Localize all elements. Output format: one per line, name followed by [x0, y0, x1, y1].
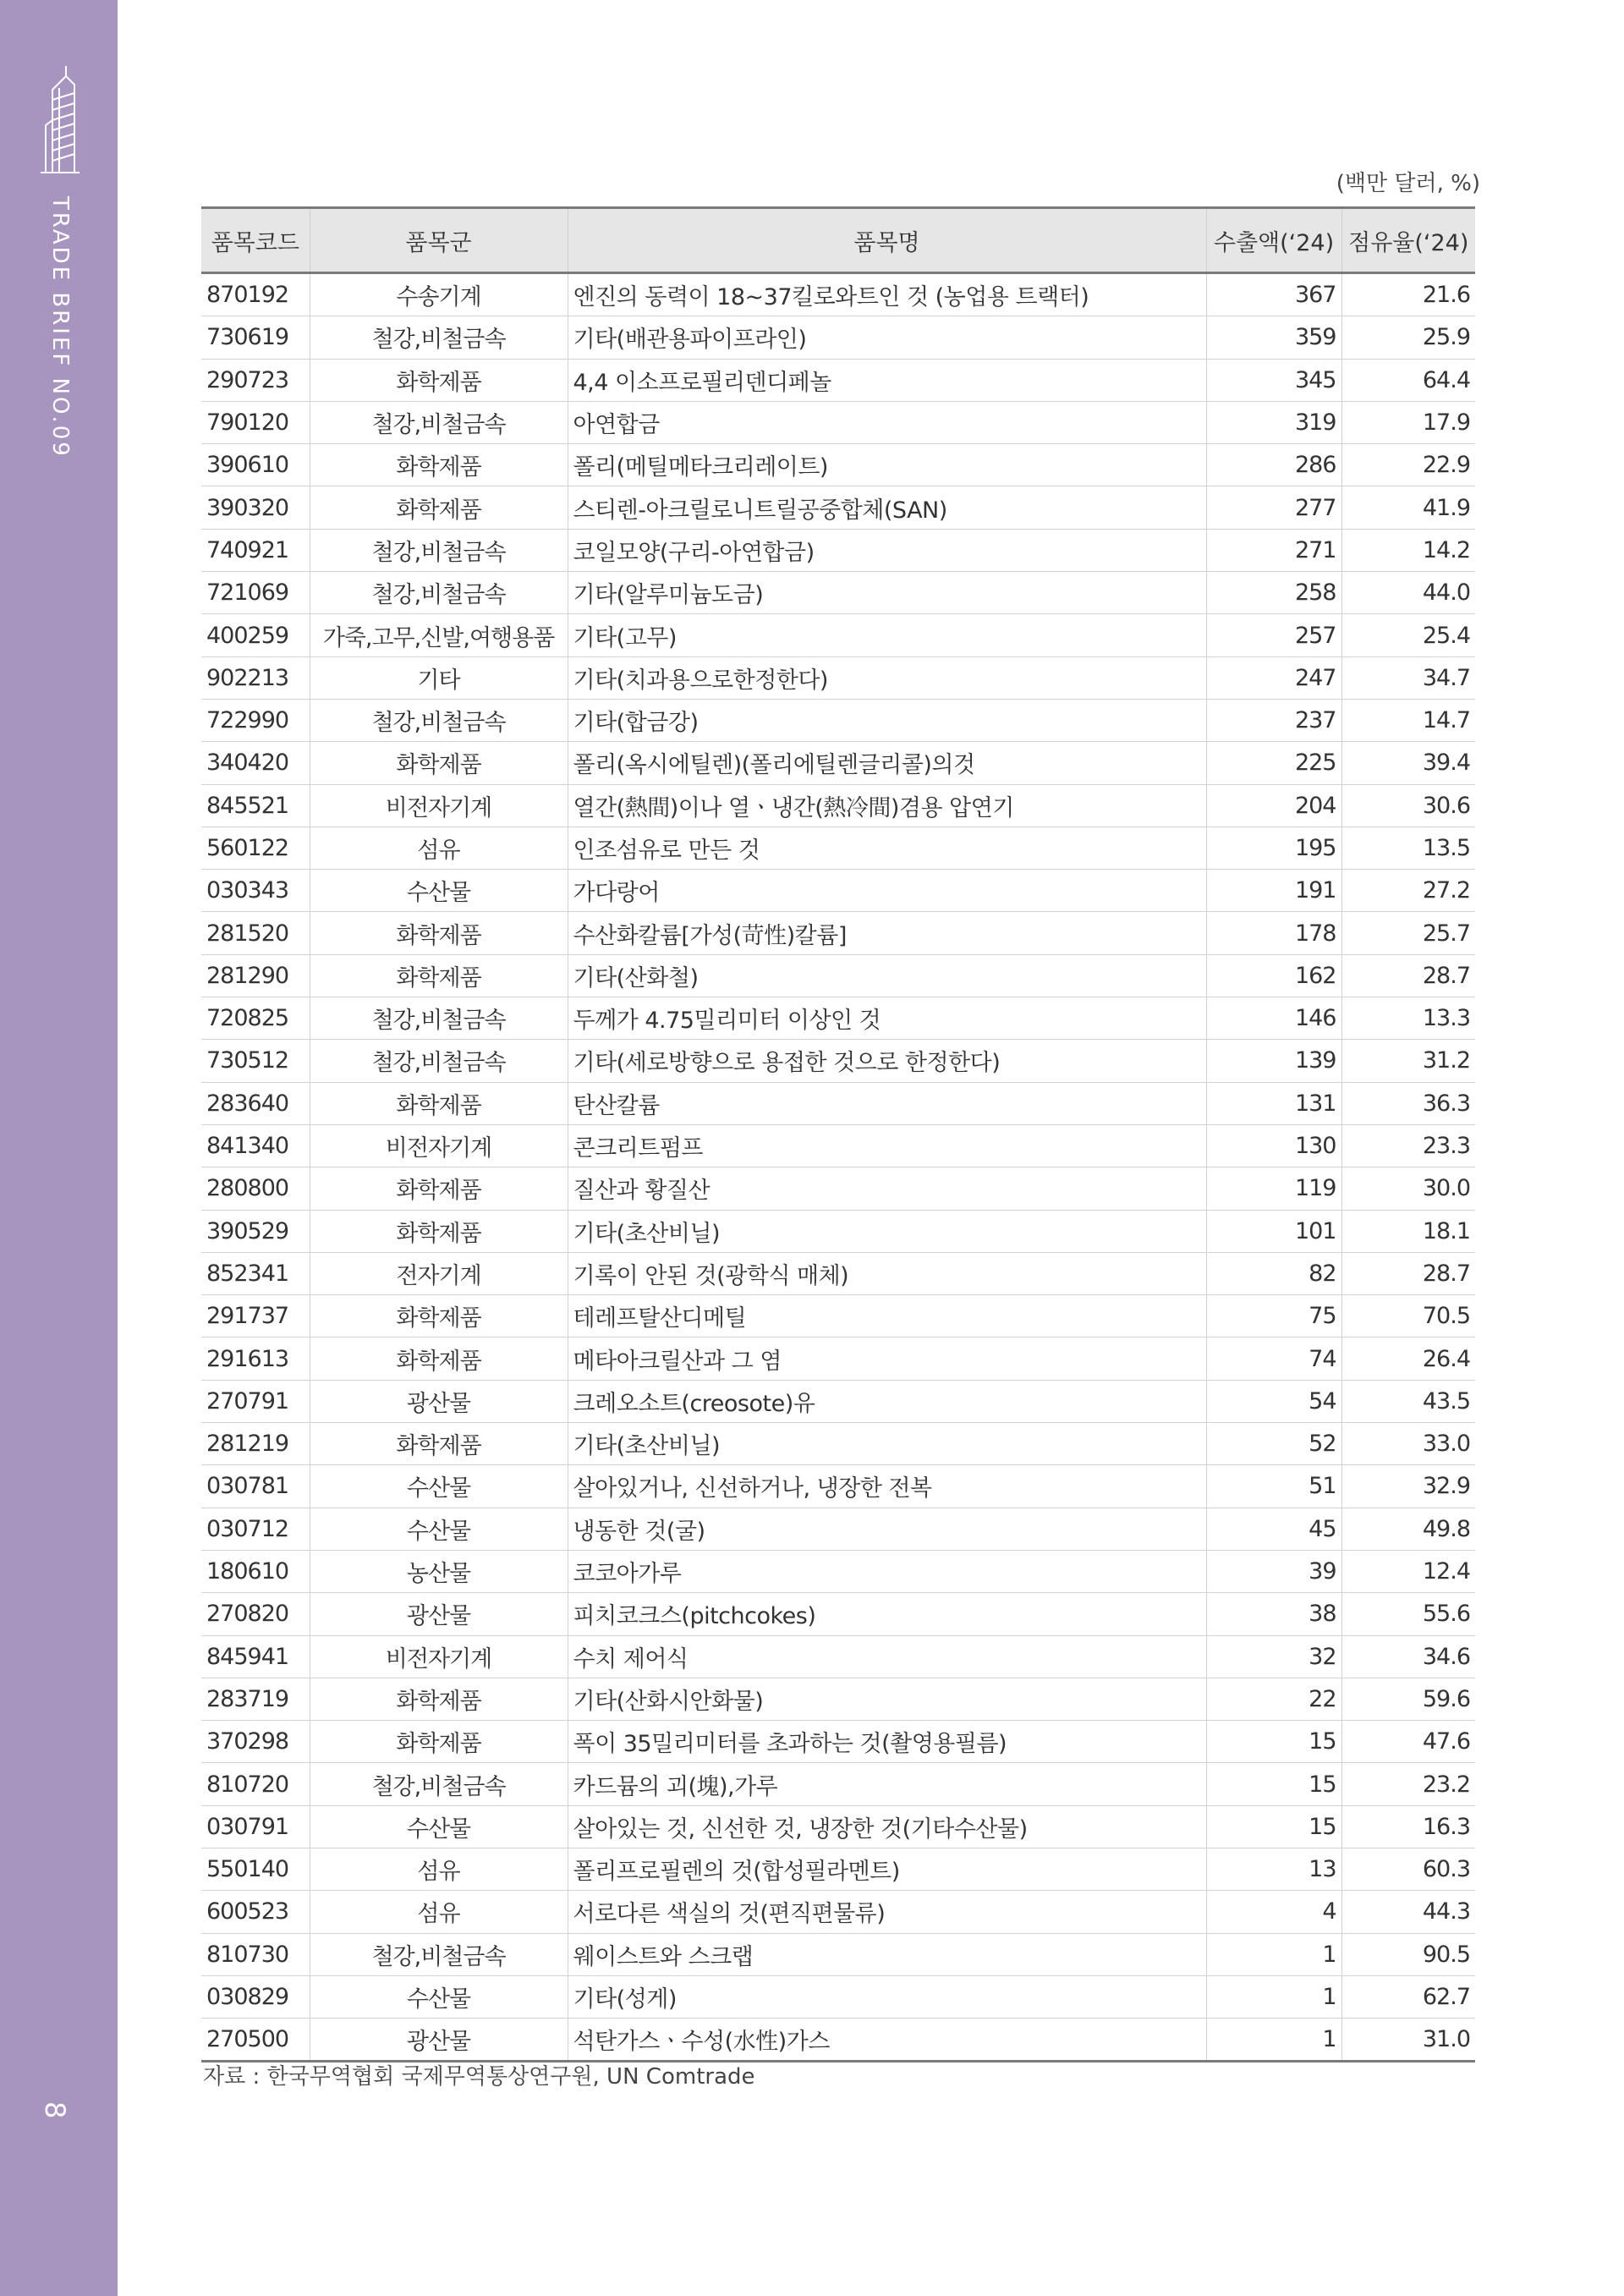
cell-export-amount: 32 [1206, 1635, 1341, 1678]
cell-item-code: 030791 [201, 1805, 310, 1848]
cell-item-name: 기타(알루미늄도금) [568, 572, 1206, 614]
table-row [201, 486, 1475, 529]
cell-share: 31.0 [1341, 2019, 1475, 2062]
cell-item-code: 730619 [201, 316, 310, 359]
cell-item-code: 340420 [201, 742, 310, 784]
cell-share: 12.4 [1341, 1550, 1475, 1592]
cell-share: 33.0 [1341, 1423, 1475, 1465]
cell-export-amount: 52 [1206, 1423, 1341, 1465]
header-item-name: 품목명 [568, 208, 1206, 273]
page-number: 8 [39, 2101, 71, 2119]
cell-export-amount: 15 [1206, 1763, 1341, 1805]
cell-share: 26.4 [1341, 1338, 1475, 1380]
cell-item-group: 화학제품 [310, 1295, 568, 1338]
cell-share: 22.9 [1341, 444, 1475, 486]
cell-item-group: 철강,비철금속 [310, 997, 568, 1040]
cell-export-amount: 146 [1206, 997, 1341, 1040]
cell-item-code: 283640 [201, 1082, 310, 1124]
cell-item-group: 화학제품 [310, 1167, 568, 1210]
cell-export-amount: 191 [1206, 870, 1341, 912]
cell-item-group: 비전자기계 [310, 784, 568, 827]
cell-export-amount: 271 [1206, 529, 1341, 571]
table-row [201, 1933, 1475, 1975]
cell-item-group: 수산물 [310, 1508, 568, 1550]
cell-item-group: 기타 [310, 656, 568, 699]
cell-export-amount: 258 [1206, 572, 1341, 614]
table-row [201, 572, 1475, 614]
cell-item-name: 폴리(옥시에틸렌)(폴리에틸렌글리콜)의것 [568, 742, 1206, 784]
cell-share: 49.8 [1341, 1508, 1475, 1550]
building-icon [41, 64, 80, 174]
cell-item-group: 철강,비철금속 [310, 572, 568, 614]
cell-item-group: 화학제품 [310, 1082, 568, 1124]
table-row [201, 2019, 1475, 2062]
sidebar [0, 0, 118, 2296]
cell-item-name: 아연합금 [568, 401, 1206, 443]
header-export-amount: 수출액(‘24) [1206, 208, 1341, 273]
cell-item-name: 엔진의 동력이 18~37킬로와트인 것 (농업용 트랙터) [568, 273, 1206, 316]
cell-item-group: 화학제품 [310, 1210, 568, 1252]
cell-item-code: 730512 [201, 1040, 310, 1082]
cell-share: 23.2 [1341, 1763, 1475, 1805]
cell-share: 43.5 [1341, 1380, 1475, 1422]
cell-item-group: 철강,비철금속 [310, 401, 568, 443]
cell-export-amount: 204 [1206, 784, 1341, 827]
export-items-table [201, 206, 1475, 2063]
cell-item-name: 기타(합금강) [568, 699, 1206, 741]
cell-item-group: 전자기계 [310, 1252, 568, 1294]
cell-export-amount: 4 [1206, 1891, 1341, 1933]
cell-item-group: 화학제품 [310, 1721, 568, 1763]
cell-share: 31.2 [1341, 1040, 1475, 1082]
cell-share: 21.6 [1341, 273, 1475, 316]
cell-share: 44.3 [1341, 1891, 1475, 1933]
table-row [201, 1252, 1475, 1294]
cell-share: 64.4 [1341, 359, 1475, 401]
table-row [201, 997, 1475, 1040]
cell-item-name: 질산과 황질산 [568, 1167, 1206, 1210]
cell-item-group: 화학제품 [310, 359, 568, 401]
cell-item-name: 수산화칼륨[가성(苛性)칼륨] [568, 912, 1206, 954]
cell-share: 25.4 [1341, 614, 1475, 656]
table-row [201, 784, 1475, 827]
cell-share: 39.4 [1341, 742, 1475, 784]
cell-item-group: 섬유 [310, 1891, 568, 1933]
cell-item-code: 841340 [201, 1124, 310, 1167]
cell-share: 13.5 [1341, 827, 1475, 869]
cell-share: 62.7 [1341, 1975, 1475, 2018]
cell-item-group: 수산물 [310, 1805, 568, 1848]
cell-export-amount: 38 [1206, 1593, 1341, 1635]
cell-export-amount: 277 [1206, 486, 1341, 529]
table-row [201, 1465, 1475, 1508]
table-row [201, 444, 1475, 486]
table-row [201, 1040, 1475, 1082]
cell-item-group: 광산물 [310, 2019, 568, 2062]
table-row [201, 827, 1475, 869]
cell-item-name: 카드뮴의 괴(塊),가루 [568, 1763, 1206, 1805]
cell-export-amount: 15 [1206, 1721, 1341, 1763]
cell-export-amount: 54 [1206, 1380, 1341, 1422]
cell-export-amount: 74 [1206, 1338, 1341, 1380]
cell-export-amount: 45 [1206, 1508, 1341, 1550]
cell-item-code: 400259 [201, 614, 310, 656]
cell-item-name: 폴리(메틸메타크리레이트) [568, 444, 1206, 486]
cell-item-code: 283719 [201, 1678, 310, 1720]
table-row [201, 1082, 1475, 1124]
cell-item-name: 석탄가스ㆍ수성(水性)가스 [568, 2019, 1206, 2062]
cell-item-name: 크레오소트(creosote)유 [568, 1380, 1206, 1422]
cell-item-name: 열간(熱間)이나 열ㆍ냉간(熱冷間)겸용 압연기 [568, 784, 1206, 827]
cell-item-code: 270500 [201, 2019, 310, 2062]
cell-item-code: 720825 [201, 997, 310, 1040]
table-row [201, 1891, 1475, 1933]
cell-export-amount: 139 [1206, 1040, 1341, 1082]
cell-item-name: 두께가 4.75밀리미터 이상인 것 [568, 997, 1206, 1040]
cell-item-group: 화학제품 [310, 742, 568, 784]
cell-share: 17.9 [1341, 401, 1475, 443]
cell-item-name: 기타(배관용파이프라인) [568, 316, 1206, 359]
cell-item-group: 철강,비철금속 [310, 1040, 568, 1082]
cell-export-amount: 1 [1206, 1933, 1341, 1975]
table-row [201, 1721, 1475, 1763]
cell-item-name: 메타아크릴산과 그 염 [568, 1338, 1206, 1380]
cell-share: 59.6 [1341, 1678, 1475, 1720]
cell-item-name: 기타(고무) [568, 614, 1206, 656]
cell-item-group: 화학제품 [310, 1678, 568, 1720]
cell-export-amount: 257 [1206, 614, 1341, 656]
cell-item-group: 화학제품 [310, 954, 568, 997]
table-row [201, 1848, 1475, 1890]
cell-share: 14.2 [1341, 529, 1475, 571]
cell-item-name: 기타(초산비닐) [568, 1423, 1206, 1465]
cell-item-code: 721069 [201, 572, 310, 614]
cell-share: 70.5 [1341, 1295, 1475, 1338]
cell-item-name: 가다랑어 [568, 870, 1206, 912]
cell-share: 28.7 [1341, 954, 1475, 997]
table-row [201, 1508, 1475, 1550]
cell-item-code: 291737 [201, 1295, 310, 1338]
cell-item-code: 390529 [201, 1210, 310, 1252]
cell-export-amount: 22 [1206, 1678, 1341, 1720]
cell-export-amount: 131 [1206, 1082, 1341, 1124]
cell-item-group: 화학제품 [310, 486, 568, 529]
cell-item-code: 870192 [201, 273, 310, 316]
cell-export-amount: 162 [1206, 954, 1341, 997]
table-row [201, 401, 1475, 443]
cell-item-name: 기타(초산비닐) [568, 1210, 1206, 1252]
cell-share: 34.7 [1341, 656, 1475, 699]
cell-item-code: 030343 [201, 870, 310, 912]
cell-export-amount: 319 [1206, 401, 1341, 443]
cell-share: 90.5 [1341, 1933, 1475, 1975]
table-row [201, 699, 1475, 741]
cell-export-amount: 1 [1206, 1975, 1341, 2018]
cell-share: 30.0 [1341, 1167, 1475, 1210]
table-row [201, 742, 1475, 784]
cell-item-code: 281219 [201, 1423, 310, 1465]
cell-item-code: 281290 [201, 954, 310, 997]
cell-item-name: 스티렌-아크릴로니트릴공중합체(SAN) [568, 486, 1206, 529]
cell-share: 25.7 [1341, 912, 1475, 954]
cell-share: 44.0 [1341, 572, 1475, 614]
cell-item-name: 기타(성게) [568, 1975, 1206, 2018]
cell-item-group: 화학제품 [310, 1423, 568, 1465]
table-row [201, 1805, 1475, 1848]
cell-item-code: 902213 [201, 656, 310, 699]
cell-item-code: 852341 [201, 1252, 310, 1294]
cell-item-code: 550140 [201, 1848, 310, 1890]
cell-share: 27.2 [1341, 870, 1475, 912]
table-row [201, 1635, 1475, 1678]
cell-export-amount: 345 [1206, 359, 1341, 401]
table-row [201, 912, 1475, 954]
table-row [201, 1550, 1475, 1592]
cell-item-name: 코일모양(구리-아연합금) [568, 529, 1206, 571]
cell-item-name: 수치 제어식 [568, 1635, 1206, 1678]
cell-item-name: 기타(세로방향으로 용접한 것으로 한정한다) [568, 1040, 1206, 1082]
table-row [201, 1593, 1475, 1635]
table-row [201, 954, 1475, 997]
cell-item-name: 탄산칼륨 [568, 1082, 1206, 1124]
table-row [201, 1975, 1475, 2018]
cell-item-name: 테레프탈산디메틸 [568, 1295, 1206, 1338]
table-row [201, 1210, 1475, 1252]
table-row [201, 1124, 1475, 1167]
cell-export-amount: 195 [1206, 827, 1341, 869]
cell-share: 13.3 [1341, 997, 1475, 1040]
cell-item-name: 인조섬유로 만든 것 [568, 827, 1206, 869]
table-row [201, 359, 1475, 401]
cell-item-code: 600523 [201, 1891, 310, 1933]
cell-item-group: 수산물 [310, 1975, 568, 2018]
cell-export-amount: 1 [1206, 2019, 1341, 2062]
cell-export-amount: 286 [1206, 444, 1341, 486]
cell-item-name: 기타(산화철) [568, 954, 1206, 997]
cell-item-group: 비전자기계 [310, 1635, 568, 1678]
cell-item-group: 가죽,고무,신발,여행용품 [310, 614, 568, 656]
cell-item-code: 845521 [201, 784, 310, 827]
cell-share: 41.9 [1341, 486, 1475, 529]
cell-item-code: 810730 [201, 1933, 310, 1975]
table-row [201, 1423, 1475, 1465]
cell-item-code: 291613 [201, 1338, 310, 1380]
cell-item-name: 폭이 35밀리미터를 초과하는 것(촬영용필름) [568, 1721, 1206, 1763]
cell-item-code: 370298 [201, 1721, 310, 1763]
table-row [201, 870, 1475, 912]
cell-item-group: 광산물 [310, 1380, 568, 1422]
cell-share: 55.6 [1341, 1593, 1475, 1635]
table-row [201, 1678, 1475, 1720]
unit-note: (백만 달러, %) [1336, 171, 1480, 196]
cell-item-group: 철강,비철금속 [310, 699, 568, 741]
cell-export-amount: 75 [1206, 1295, 1341, 1338]
table-row [201, 656, 1475, 699]
cell-share: 23.3 [1341, 1124, 1475, 1167]
cell-share: 60.3 [1341, 1848, 1475, 1890]
cell-item-code: 290723 [201, 359, 310, 401]
header-share: 점유율(‘24) [1341, 208, 1475, 273]
cell-item-group: 수산물 [310, 1465, 568, 1508]
table-row [201, 1763, 1475, 1805]
cell-item-name: 살아있거나, 신선하거나, 냉장한 전복 [568, 1465, 1206, 1508]
cell-item-name: 콘크리트펌프 [568, 1124, 1206, 1167]
table-row [201, 316, 1475, 359]
cell-item-code: 790120 [201, 401, 310, 443]
table-row [201, 614, 1475, 656]
cell-item-group: 섬유 [310, 1848, 568, 1890]
cell-export-amount: 13 [1206, 1848, 1341, 1890]
table-body [201, 273, 1475, 2062]
cell-item-code: 280800 [201, 1167, 310, 1210]
cell-item-group: 화학제품 [310, 912, 568, 954]
cell-export-amount: 247 [1206, 656, 1341, 699]
cell-item-code: 030712 [201, 1508, 310, 1550]
cell-share: 36.3 [1341, 1082, 1475, 1124]
table-header-row [201, 208, 1475, 273]
cell-item-code: 740921 [201, 529, 310, 571]
cell-item-code: 270820 [201, 1593, 310, 1635]
cell-item-group: 비전자기계 [310, 1124, 568, 1167]
cell-item-group: 수산물 [310, 870, 568, 912]
cell-item-group: 수송기계 [310, 273, 568, 316]
cell-item-group: 섬유 [310, 827, 568, 869]
cell-item-name: 4,4 이소프로필리덴디페놀 [568, 359, 1206, 401]
cell-item-code: 030829 [201, 1975, 310, 2018]
cell-item-code: 810720 [201, 1763, 310, 1805]
header-item-code: 품목코드 [201, 208, 310, 273]
cell-item-code: 180610 [201, 1550, 310, 1592]
cell-item-group: 농산물 [310, 1550, 568, 1592]
cell-export-amount: 178 [1206, 912, 1341, 954]
cell-item-code: 270791 [201, 1380, 310, 1422]
cell-item-name: 피치코크스(pitchcokes) [568, 1593, 1206, 1635]
cell-share: 18.1 [1341, 1210, 1475, 1252]
cell-item-name: 기타(치과용으로한정한다) [568, 656, 1206, 699]
cell-item-code: 390610 [201, 444, 310, 486]
cell-export-amount: 119 [1206, 1167, 1341, 1210]
cell-share: 30.6 [1341, 784, 1475, 827]
cell-item-name: 코코아가루 [568, 1550, 1206, 1592]
cell-item-name: 기록이 안된 것(광학식 매체) [568, 1252, 1206, 1294]
cell-item-group: 철강,비철금속 [310, 316, 568, 359]
cell-item-name: 웨이스트와 스크랩 [568, 1933, 1206, 1975]
publication-title: TRADE BRIEF NO.09 [47, 196, 73, 459]
cell-item-group: 철강,비철금속 [310, 1933, 568, 1975]
cell-export-amount: 359 [1206, 316, 1341, 359]
header-item-group: 품목군 [310, 208, 568, 273]
cell-item-name: 살아있는 것, 신선한 것, 냉장한 것(기타수산물) [568, 1805, 1206, 1848]
cell-export-amount: 39 [1206, 1550, 1341, 1592]
table-row [201, 1338, 1475, 1380]
cell-share: 14.7 [1341, 699, 1475, 741]
cell-item-name: 서로다른 색실의 것(편직편물류) [568, 1891, 1206, 1933]
cell-item-group: 화학제품 [310, 444, 568, 486]
source-note: 자료 : 한국무역협회 국제무역통상연구원, UN Comtrade [203, 2064, 755, 2090]
cell-item-code: 030781 [201, 1465, 310, 1508]
table-row [201, 1167, 1475, 1210]
cell-share: 16.3 [1341, 1805, 1475, 1848]
cell-export-amount: 237 [1206, 699, 1341, 741]
cell-item-code: 390320 [201, 486, 310, 529]
cell-item-code: 722990 [201, 699, 310, 741]
cell-export-amount: 101 [1206, 1210, 1341, 1252]
cell-export-amount: 367 [1206, 273, 1341, 316]
cell-item-name: 기타(산화시안화물) [568, 1678, 1206, 1720]
table-row [201, 273, 1475, 316]
cell-item-code: 560122 [201, 827, 310, 869]
cell-share: 47.6 [1341, 1721, 1475, 1763]
cell-export-amount: 51 [1206, 1465, 1341, 1508]
cell-item-code: 281520 [201, 912, 310, 954]
cell-item-group: 화학제품 [310, 1338, 568, 1380]
table-row [201, 529, 1475, 571]
cell-item-code: 845941 [201, 1635, 310, 1678]
cell-item-group: 철강,비철금속 [310, 1763, 568, 1805]
cell-export-amount: 82 [1206, 1252, 1341, 1294]
cell-export-amount: 130 [1206, 1124, 1341, 1167]
cell-share: 25.9 [1341, 316, 1475, 359]
table-row [201, 1380, 1475, 1422]
cell-export-amount: 225 [1206, 742, 1341, 784]
cell-export-amount: 15 [1206, 1805, 1341, 1848]
cell-share: 32.9 [1341, 1465, 1475, 1508]
cell-item-group: 광산물 [310, 1593, 568, 1635]
cell-item-group: 철강,비철금속 [310, 529, 568, 571]
table-row [201, 1295, 1475, 1338]
cell-item-name: 폴리프로필렌의 것(합성필라멘트) [568, 1848, 1206, 1890]
cell-share: 34.6 [1341, 1635, 1475, 1678]
cell-share: 28.7 [1341, 1252, 1475, 1294]
cell-item-name: 냉동한 것(굴) [568, 1508, 1206, 1550]
